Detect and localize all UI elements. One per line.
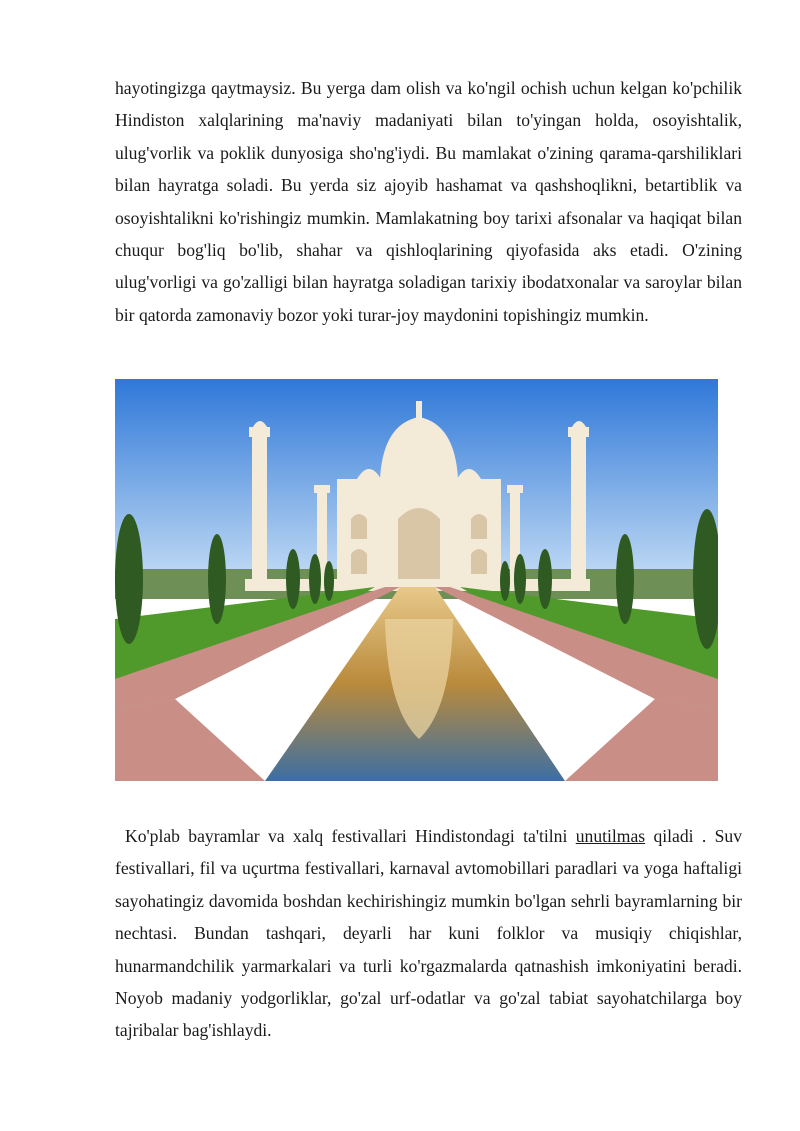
walkway-left-front (115, 699, 265, 781)
underlined-word: unutilmas (575, 826, 646, 846)
minaret-right-outer (568, 421, 589, 584)
body-paragraph-2 (115, 820, 742, 1047)
minaret-left-outer (249, 421, 270, 584)
taj-mahal-photo (115, 379, 718, 781)
walkway-right-front (565, 699, 718, 781)
body-paragraph-1: hayotingizga qaytmaysiz. Bu yerga dam olish va ko'ngil ochish uchun kelgan ko'pchilik Hindiston xalqlarining ma'naviy madaniyati bilan to'yingan holda, osoyishtalik, ulug'vorlik va poklik dunyosiga sho'ng'iydi. Bu mamlakat o'zining qarama-qarshiliklari bilan hayratga soladi. Bu yerda siz ajoyib hashamat va qashshoqlikni, betartiblik va osoyishtalikni ko'rishingiz mumkin. Mamlakatning boy tarixi afsonalar va haqiqat bilan chuqur bog'liq bo'lib, shahar va qishloqlarining qiyofasida aks etadi. O'zining ulug'vorligi va go'zalligi bilan hayratga soladigan tarixiy ibodatxonalar va saroylar bilan bir qatorda zamonaviy bozor yoki turar-joy maydonini topishingiz mumkin. (115, 78, 742, 325)
paragraph-2-rest: qiladi . Suv festivallari, fil va uçurtma festivallari, karnaval avtomobillari paradlari va yoga haftaligi sayohatingiz davomida boshdan kechirishingiz mumkin bo'lgan sehrli bayramlarning bir nechtasi. Bundan tashqari, deyarli har kuni folklor va musiqiy chiqishlar, hunarmandchilik yarmarkalari va turli ko'rgazmalarda qatnashish imkoniyatini beradi. Noyob madaniy yodgorliklar, go'zal urf-odatlar va go'zal tabiat sayohatchilarga boy tajribalar bag'ishlaydi. (115, 826, 742, 1041)
paragraph-2-start: Ko'plab bayramlar va xalq festivallari Hindistondagi ta'tilni (125, 826, 576, 846)
